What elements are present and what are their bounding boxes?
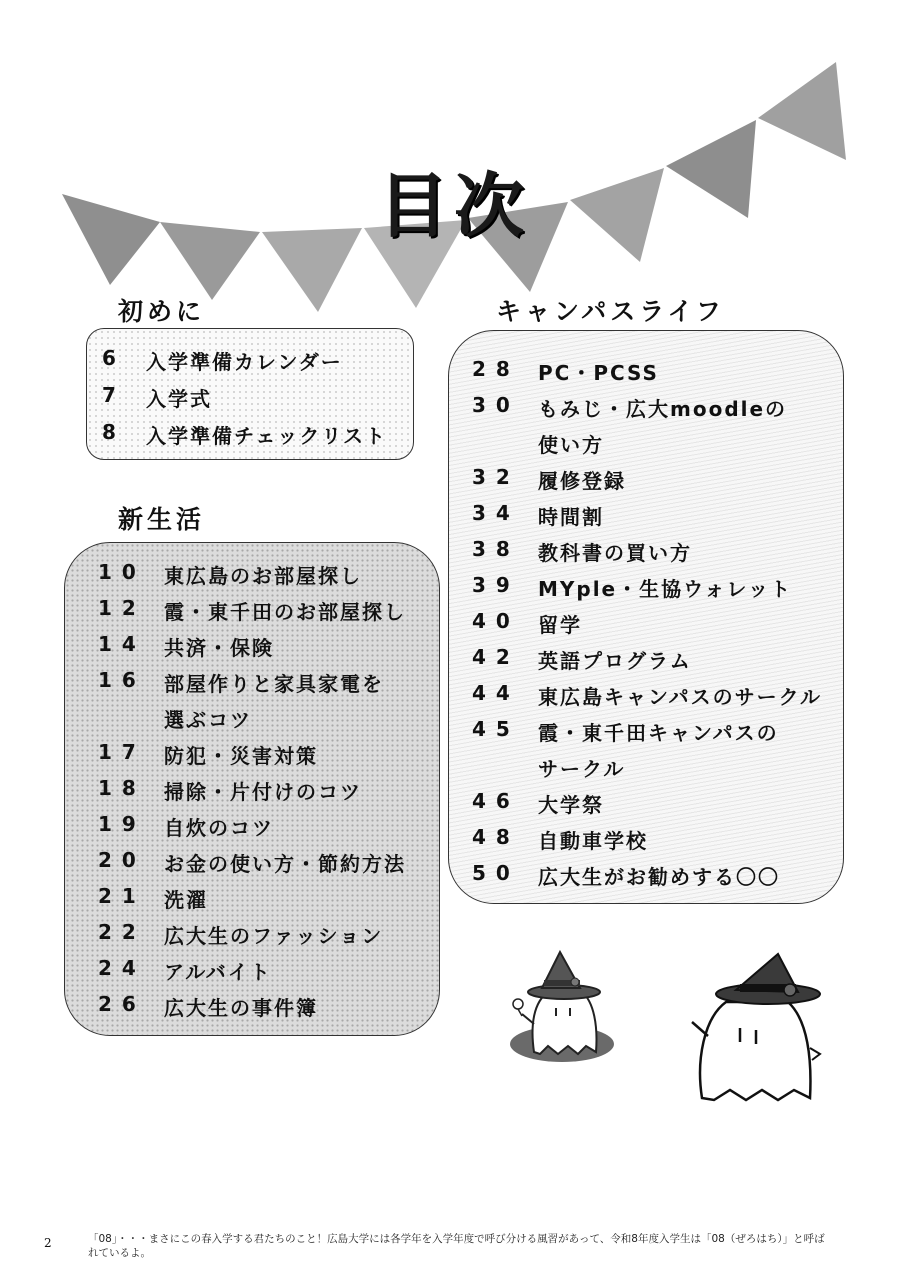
toc-page-number: 20 <box>98 848 146 872</box>
flag <box>570 168 664 262</box>
flag <box>758 62 846 160</box>
toc-page-number: 16 <box>98 668 146 692</box>
toc-entry-label[interactable]: アルバイト <box>164 960 272 984</box>
toc-entry-label[interactable]: サークル <box>538 757 626 781</box>
toc-page-number: 45 <box>472 717 520 741</box>
toc-entry-label[interactable]: もみじ・広大moodleの <box>538 397 788 421</box>
toc-page-number: 17 <box>98 740 146 764</box>
toc-entry-label[interactable]: 入学準備チェックリスト <box>146 424 387 448</box>
toc-entry-label[interactable]: 英語プログラム <box>538 649 692 673</box>
toc-page-number: 38 <box>472 537 520 561</box>
toc-page-number: 19 <box>98 812 146 836</box>
toc-page-number: 30 <box>472 393 520 417</box>
toc-page-number: 12 <box>98 596 146 620</box>
section-heading-newlife: 新生活 <box>118 505 206 534</box>
toc-entry-label[interactable]: PC・PCSS <box>538 361 659 385</box>
toc-entry-label[interactable]: 霞・東千田キャンパスの <box>538 721 779 745</box>
toc-entry-label[interactable]: 教科書の買い方 <box>538 541 692 565</box>
toc-entry-label[interactable]: 洗濯 <box>164 888 208 912</box>
ghost-large-illustration <box>686 950 836 1110</box>
toc-entry-label[interactable]: 入学準備カレンダー <box>146 350 343 374</box>
toc-page-number: 8 <box>102 420 126 444</box>
toc-entry-label[interactable]: 時間割 <box>538 505 604 529</box>
page-title: 目次 <box>378 165 530 247</box>
toc-entry-label[interactable]: お金の使い方・節約方法 <box>164 852 406 876</box>
toc-page-number: 24 <box>98 956 146 980</box>
toc-page-number: 34 <box>472 501 520 525</box>
toc-entry-label[interactable]: 使い方 <box>538 433 604 457</box>
section-heading-campus: キャンパスライフ <box>496 297 725 326</box>
toc-page-number: 6 <box>102 346 126 370</box>
toc-page-number: 21 <box>98 884 146 908</box>
toc-entry-label[interactable]: 東広島キャンパスのサークル <box>538 685 822 709</box>
footer-note: 「08」・・・まさにこの春入学する君たちのこと！広島大学には各学年を入学年度で呼び分ける風習があって、令和8年度入学生は「08（ぜろはち）」と呼ばれているよ。 <box>88 1233 825 1259</box>
flag <box>666 120 756 218</box>
toc-page-number: 48 <box>472 825 520 849</box>
toc-page-number: 44 <box>472 681 520 705</box>
toc-page-number: 10 <box>98 560 146 584</box>
ghost-small-illustration <box>500 944 630 1074</box>
toc-entry-label[interactable]: 履修登録 <box>538 469 626 493</box>
toc-entry-label[interactable]: 選ぶコツ <box>164 708 252 732</box>
toc-entry-label[interactable]: 掃除・片付けのコツ <box>164 780 362 804</box>
toc-page-number: 42 <box>472 645 520 669</box>
toc-entry-label[interactable]: 広大生がお勧めする〇〇 <box>538 865 780 889</box>
toc-entry-label[interactable]: 自炊のコツ <box>164 816 274 840</box>
toc-entry-label[interactable]: 大学祭 <box>538 793 604 817</box>
flag <box>62 194 160 285</box>
toc-entry-label[interactable]: 部屋作りと家具家電を <box>164 672 384 696</box>
toc-page-number: 26 <box>98 992 146 1016</box>
toc-page-number: 7 <box>102 383 126 407</box>
toc-page-number: 50 <box>472 861 520 885</box>
toc-page-number: 40 <box>472 609 520 633</box>
flag <box>160 222 260 300</box>
toc-page-number: 32 <box>472 465 520 489</box>
toc-entry-label[interactable]: 防犯・災害対策 <box>164 744 318 768</box>
toc-entry-label[interactable]: 留学 <box>538 613 582 637</box>
toc-entry-label[interactable]: 広大生の事件簿 <box>164 996 318 1020</box>
toc-entry-label[interactable]: 入学式 <box>146 387 212 411</box>
page-number: 2 <box>44 1236 52 1250</box>
section-heading-intro: 初めに <box>118 297 206 326</box>
toc-entry-label[interactable]: 自動車学校 <box>538 829 648 853</box>
toc-entry-label[interactable]: MYple・生協ウォレット <box>538 577 793 601</box>
toc-entry-label[interactable]: 霞・東千田のお部屋探し <box>164 600 406 624</box>
toc-page-number: 39 <box>472 573 520 597</box>
flag <box>262 228 362 312</box>
toc-entry-label[interactable]: 共済・保険 <box>164 636 274 660</box>
toc-page-number: 22 <box>98 920 146 944</box>
toc-page-number: 28 <box>472 357 520 381</box>
toc-entry-label[interactable]: 東広島のお部屋探し <box>164 564 362 588</box>
toc-entry-label[interactable]: 広大生のファッション <box>164 924 384 948</box>
toc-page-number: 18 <box>98 776 146 800</box>
toc-page-number: 14 <box>98 632 146 656</box>
toc-page-number: 46 <box>472 789 520 813</box>
